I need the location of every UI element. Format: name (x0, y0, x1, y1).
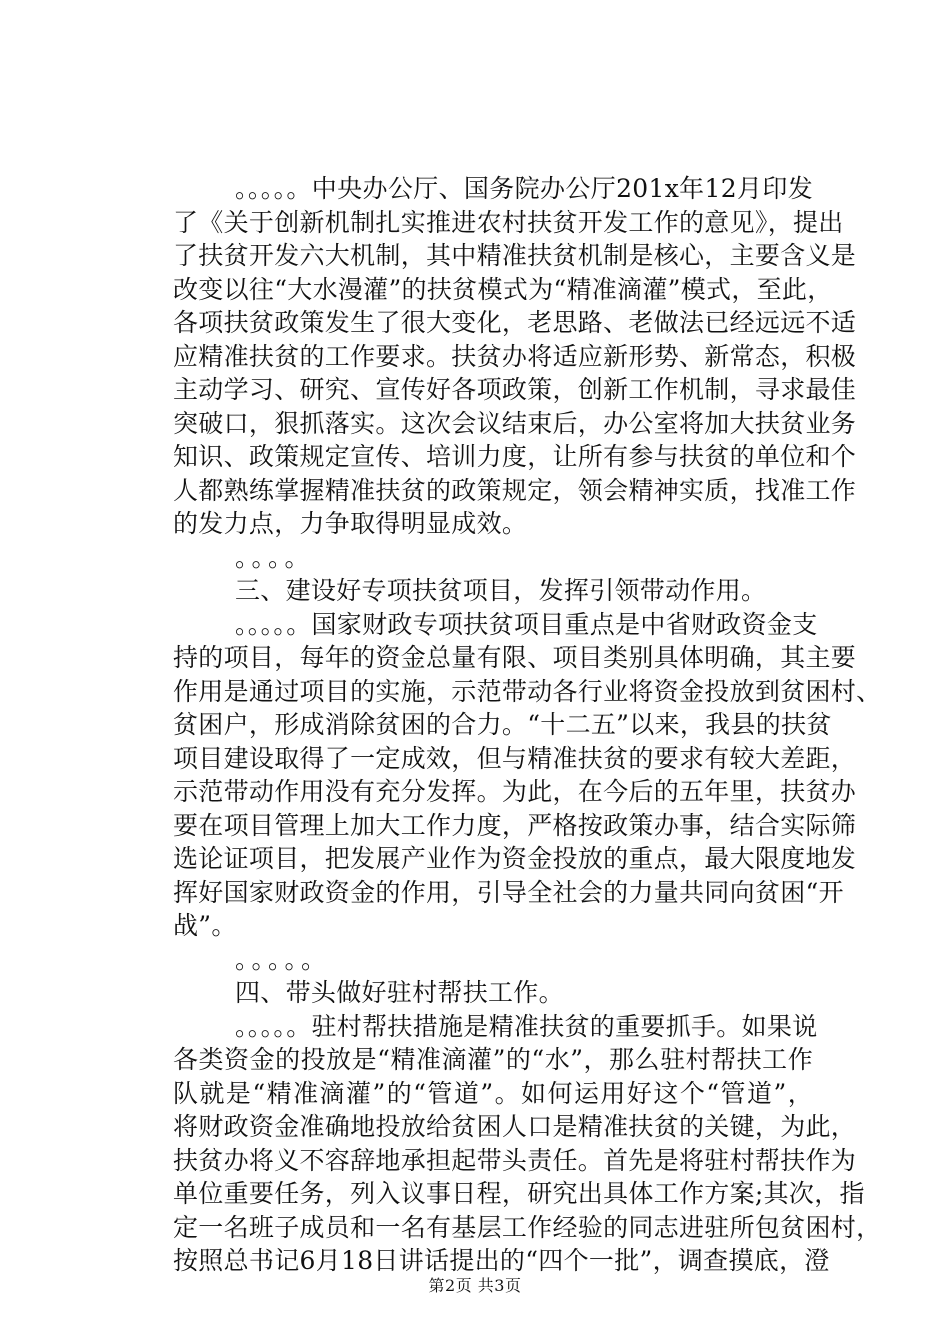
paragraph-village-assistance (173, 1010, 882, 1278)
text-line: 持的项目，每年的资金总量有限、项目类别具体明确，其主要 (173, 643, 857, 672)
separator-dots: 。。。。 (235, 542, 314, 572)
text-line: 。。。。。国家财政专项扶贫项目重点是中省财政资金支 (235, 609, 818, 639)
paragraph-policy-background (173, 172, 857, 541)
text-line: 定一名班子成员和一名有基层工作经验的同志进驻所包贫困村， (173, 1212, 882, 1242)
text-line: 将财政资金准确地投放给贫困人口是精准扶贫的关键，为此， (173, 1112, 857, 1141)
section-heading-3: 三、建设好专项扶贫项目，发挥引领带动作用。 (235, 576, 767, 605)
section-heading-4: 四、带头做好驻村帮扶工作。 (235, 978, 564, 1007)
text-line: 项目建设取得了一定成效，但与精准扶贫的要求有较大差距， (173, 743, 857, 773)
text-line: 突破口，狠抓落实。这次会议结束后，办公室将加大扶贫业务 (173, 408, 857, 438)
text-line: 应精准扶贫的工作要求。扶贫办将适应新形势、新常态，积极 (173, 341, 857, 371)
text-line: 按照总书记6月18日讲话提出的“四个一批”，调查摸底，澄 (173, 1246, 830, 1275)
text-line: 扶贫办将义不容辞地承担起带头责任。首先是将驻村帮扶作为 (173, 1145, 857, 1175)
text-line: 要在项目管理上加大工作力度，严格按政策办事，结合实际筛 (173, 810, 857, 840)
text-line: 示范带动作用没有充分发挥。为此，在今后的五年里，扶贫办 (173, 777, 857, 806)
text-line: 战”。 (173, 911, 237, 940)
paragraph-special-projects (173, 608, 882, 943)
text-line: 了《关于创新机制扎实推进农村扶贫开发工作的意见》，提出 (173, 207, 844, 237)
text-line: 人都熟练掌握精准扶贫的政策规定，领会精神实质，找准工作 (173, 475, 857, 505)
page-footer: 第2页 共3页 (428, 1276, 522, 1295)
text-line: 挥好国家财政资金的作用，引导全社会的力量共同向贫困“开 (173, 877, 844, 907)
text-line: 了扶贫开发六大机制，其中精准扶贫机制是核心，主要含义是 (173, 241, 857, 270)
text-line: 单位重要任务，列入议事日程，研究出具体工作方案;其次，指 (173, 1179, 865, 1208)
text-line: 各类资金的投放是“精准滴灌”的“水”，那么驻村帮扶工作 (173, 1045, 813, 1074)
text-line: 队就是“精准滴灌”的“管道”。如何运用好这个“管道”， (173, 1078, 813, 1108)
text-line: 。。。。。中央办公厅、国务院办公厅201x年12月印发 (235, 174, 813, 203)
text-line: 的发力点，力争取得明显成效。 (173, 509, 528, 538)
text-line: 各项扶贫政策发生了很大变化，老思路、老做法已经远远不适 (173, 308, 857, 337)
document-body (173, 172, 882, 1278)
text-line: 选论证项目，把发展产业作为资金投放的重点，最大限度地发 (173, 844, 857, 873)
text-line: 主动学习、研究、宣传好各项政策，创新工作机制，寻求最佳 (173, 375, 857, 404)
text-line: 作用是通过项目的实施，示范带动各行业将资金投放到贫困村、 (173, 676, 882, 706)
text-line: 知识、政策规定宣传、培训力度，让所有参与扶贫的单位和个 (173, 442, 857, 471)
text-line: 改变以往“大水漫灌”的扶贫模式为“精准滴灌”模式，至此， (173, 274, 833, 304)
text-line: 。。。。。驻村帮扶措施是精准扶贫的重要抓手。如果说 (235, 1011, 818, 1041)
separator-dots: 。。。。。 (235, 944, 331, 974)
text-line: 贫困户，形成消除贫困的合力。“十二五”以来，我县的扶贫 (173, 710, 832, 739)
